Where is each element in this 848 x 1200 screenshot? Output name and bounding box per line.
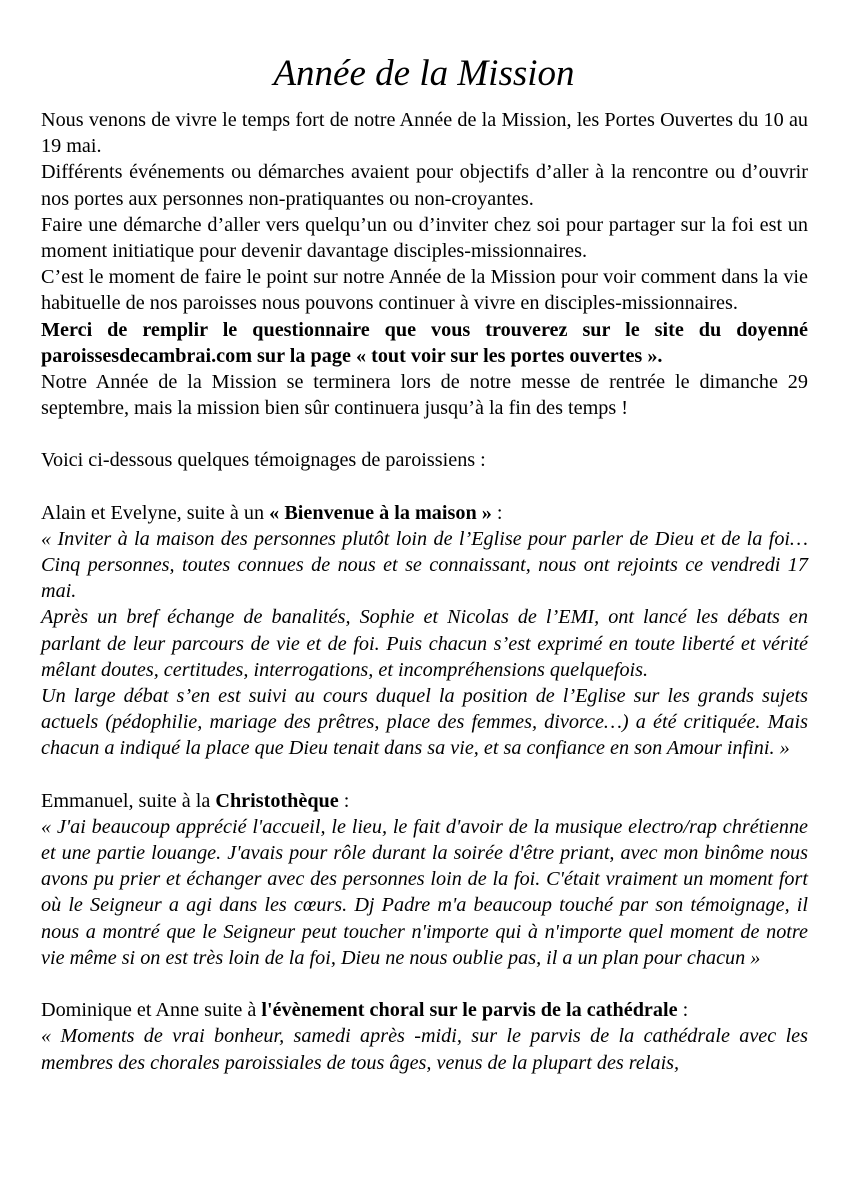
paragraph-spacer (41, 971, 808, 997)
paragraph-spacer (41, 762, 808, 788)
intro-paragraph: Notre Année de la Mission se terminera lors de notre messe de rentrée le dimanche 29 septembre, mais la mission bien sûr continuera jusqu’à la fin des temps ! (41, 371, 808, 420)
testimony-heading (41, 997, 808, 1023)
testimony-quote: Un large débat s’en est suivi au cours duquel la position de l’Eglise sur les grands sujets actuels (pédophilie, mariage des prêtres, place des femmes, divorce…) a été critiquée. Mais chacun a indiqué la place que Dieu tenait dans sa vie, et sa confiance en son Amour infini. » (41, 685, 808, 760)
testimony-colon: : (491, 501, 503, 524)
page-title: Année de la Mission (273, 53, 575, 94)
intro-paragraph: Faire une démarche d’aller vers quelqu’un ou d’inviter chez soi pour partager sur la foi est un moment initiatique pour devenir davantage disciples-missionnaires. (41, 213, 808, 263)
intro-paragraph: Nous venons de vivre le temps fort de notre Année de la Mission, les Portes Ouvertes du 10 au 19 mai. (41, 109, 808, 158)
testimony-event: « Bienvenue à la maison » (269, 501, 492, 524)
testimony-quote: « Moments de vrai bonheur, samedi après -midi, sur le parvis de la cathédrale avec les membres des chorales paroissiales de tous âges, venus de la plupart des relais, (41, 1025, 808, 1074)
testimony-heading (41, 500, 808, 526)
questionnaire-notice (41, 317, 808, 369)
testimony-event: l'évènement choral sur le parvis de la cathédrale (261, 999, 678, 1022)
paragraph-spacer (41, 474, 808, 500)
witness-intro: Voici ci-dessous quelques témoignages de paroissiens : (41, 449, 486, 472)
testimony-colon: : (338, 789, 350, 812)
document-body (41, 107, 808, 1076)
questionnaire-notice-text: Merci de remplir le questionnaire que vous trouverez sur le site du doyenné paroissesdecambrai.com sur la page « tout voir sur les portes ouvertes ». (41, 318, 808, 367)
testimony-author: Emmanuel, suite à la (41, 789, 216, 812)
intro-paragraph: Différents événements ou démarches avaient pour objectifs d’aller à la rencontre ou d’ouvrir nos portes aux personnes non-pratiquantes ou non-croyantes. (41, 161, 808, 210)
testimony-quote: Après un bref échange de banalités, Sophie et Nicolas de l’EMI, ont lancé les débats en parlant de leur parcours de vie et de foi. Puis chacun s’est exprimé en toute liberté et vérité mêlant doutes, certitudes, interrogations, et incompréhensions quelquefois. (41, 606, 808, 681)
intro-paragraph: C’est le moment de faire le point sur notre Année de la Mission pour voir comment dans la vie habituelle de nos paroisses nous pouvons continuer à vivre en disciples-missionnaires. (41, 266, 808, 315)
testimony-quote: « J'ai beaucoup apprécié l'accueil, le lieu, le fait d'avoir de la musique electro/rap chrétienne et une partie louange. J'avais pour rôle durant la soirée d'être priant, avec mon binôme nous avons pu prier et échanger avec des personnes loin de la foi. C'était vraiment un moment fort où le Seigneur a agi dans les cœurs. Dj Padre m'a beaucoup touché par son témoignage, il nous a montré que le Seigneur peut toucher n'importe qui à n'importe quel moment de notre vie même si on est très loin de la foi, Dieu ne nous oublie pas, il a un plan pour chacun » (41, 815, 808, 969)
testimony-author: Alain et Evelyne, suite à un (41, 501, 270, 524)
testimony-author: Dominique et Anne suite à (41, 999, 262, 1022)
testimony-heading (41, 788, 808, 814)
paragraph-spacer (41, 421, 808, 447)
testimony-event: Christothèque (215, 789, 339, 812)
testimony-quote: « Inviter à la maison des personnes plutôt loin de l’Eglise pour parler de Dieu et de la foi… Cinq personnes, toutes connues de nous et se connaissant, nous ont rejoints ce vendredi 17 mai. (41, 527, 808, 603)
testimony-colon: : (677, 999, 689, 1022)
